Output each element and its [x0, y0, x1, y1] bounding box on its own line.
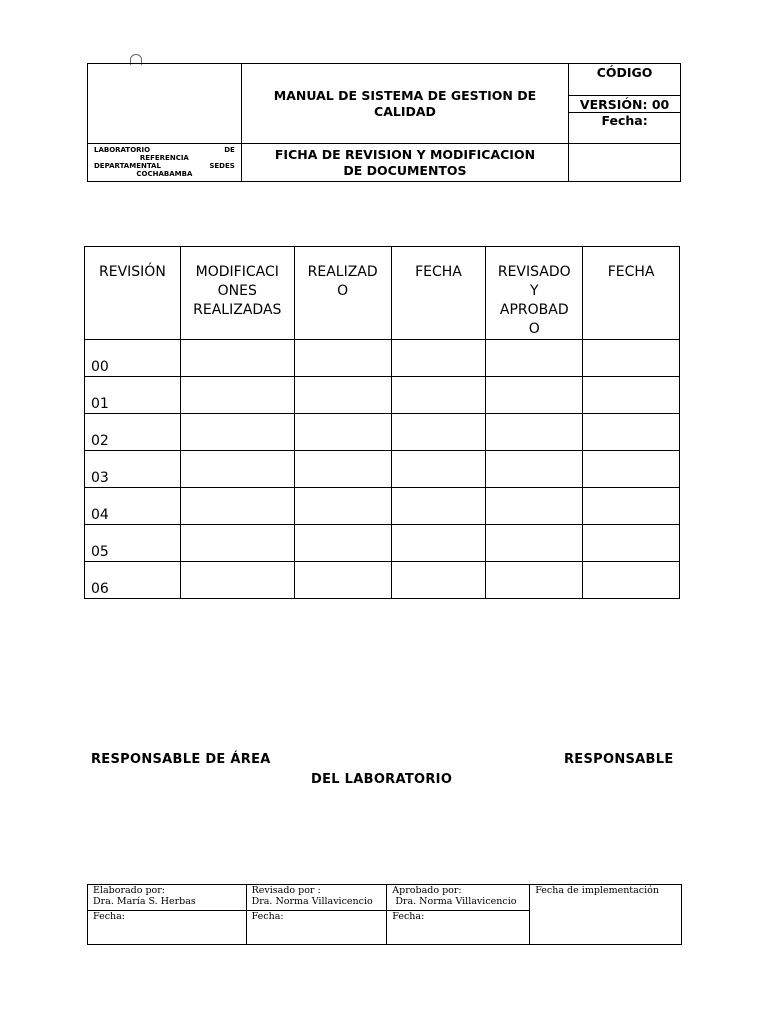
table-row — [85, 414, 680, 451]
implementacion-cell — [530, 885, 682, 945]
revision-cell[interactable] — [583, 488, 680, 525]
revision-cell[interactable] — [486, 525, 583, 562]
revisado-label: Revisado por : — [251, 885, 321, 896]
revision-cell[interactable] — [180, 377, 294, 414]
revision-header-5 — [583, 247, 680, 340]
revision-cell[interactable] — [180, 414, 294, 451]
revision-cell[interactable] — [180, 562, 294, 599]
manual-title-cell — [241, 64, 568, 144]
fecha-aprobado: Fecha: — [387, 911, 530, 945]
version-label: VERSIÓN: 00 — [569, 96, 681, 113]
aprobado-label: Aprobado por: — [392, 885, 462, 896]
revision-header-line: Y — [529, 283, 539, 299]
table-row — [85, 340, 680, 377]
revision-cell[interactable] — [583, 562, 680, 599]
manual-title: MANUAL DE SISTEMA DE GESTION DE CALIDAD — [273, 87, 537, 119]
implementacion-label: Fecha de implementación — [535, 885, 659, 896]
table-row — [85, 488, 680, 525]
revision-cell[interactable] — [180, 488, 294, 525]
revision-number: 04 — [85, 488, 181, 525]
revision-cell[interactable] — [294, 488, 391, 525]
lab-line-4: COCHABAMBA — [136, 170, 193, 178]
revisado-cell — [246, 885, 387, 911]
signature-del-laboratorio: DEL LABORATORIO — [311, 772, 453, 787]
revision-cell[interactable] — [391, 562, 486, 599]
revision-cell[interactable] — [391, 451, 486, 488]
codigo-label: CÓDIGO — [569, 64, 681, 96]
revision-number: 06 — [85, 562, 181, 599]
form-subtitle: FICHA DE REVISION Y MODIFICACION DE DOCUMENTOS — [274, 146, 536, 178]
subtitle-cell — [241, 144, 568, 182]
lab-line-1-left: LABORATORIO — [94, 146, 151, 154]
elaborado-label: Elaborado por: — [93, 885, 166, 896]
revision-number: 02 — [85, 414, 181, 451]
lab-name — [88, 144, 241, 178]
revision-cell[interactable] — [294, 451, 391, 488]
revision-cell[interactable] — [391, 525, 486, 562]
elaborado-cell — [88, 885, 247, 911]
revision-cell[interactable] — [583, 377, 680, 414]
approval-footer — [87, 884, 682, 945]
revision-cell[interactable] — [294, 562, 391, 599]
revision-header-line: O — [528, 321, 540, 337]
revision-cell[interactable] — [391, 488, 486, 525]
revision-cell[interactable] — [391, 340, 486, 377]
elaborado-name: Dra. María S. Herbas — [93, 896, 196, 907]
revision-cell[interactable] — [486, 562, 583, 599]
fecha-elaborado: Fecha: — [88, 911, 247, 945]
revision-header-4 — [486, 247, 583, 340]
revision-header-1 — [180, 247, 294, 340]
logo-cell — [88, 64, 242, 144]
revisado-name: Dra. Norma Villavicencio — [251, 896, 373, 907]
lab-line-3-right: SEDES — [209, 162, 235, 170]
revision-header-line: REALIZADAS — [193, 302, 282, 318]
revision-header-line: APROBAD — [499, 302, 569, 318]
aprobado-name: Dra. Norma Villavicencio — [392, 896, 517, 907]
lab-line-1-right: DE — [224, 146, 235, 154]
revision-cell[interactable] — [583, 451, 680, 488]
revision-cell[interactable] — [583, 525, 680, 562]
revision-cell[interactable] — [180, 451, 294, 488]
revision-cell[interactable] — [486, 340, 583, 377]
table-row — [85, 451, 680, 488]
revision-header-line: O — [337, 283, 349, 299]
aprobado-cell — [387, 885, 530, 911]
revision-cell[interactable] — [294, 414, 391, 451]
revision-header-2 — [294, 247, 391, 340]
revision-cell[interactable] — [486, 377, 583, 414]
revision-number: 01 — [85, 377, 181, 414]
revision-number: 00 — [85, 340, 181, 377]
lab-line-2: REFERENCIA — [139, 154, 189, 162]
table-row — [85, 525, 680, 562]
revision-header-line: ONES — [217, 283, 257, 299]
revision-cell[interactable] — [294, 525, 391, 562]
revision-cell[interactable] — [180, 525, 294, 562]
revision-cell[interactable] — [391, 414, 486, 451]
revision-header-line: FECHA — [607, 264, 655, 280]
revision-number: 03 — [85, 451, 181, 488]
revision-table — [84, 246, 680, 599]
revision-cell[interactable] — [583, 414, 680, 451]
revision-cell[interactable] — [486, 451, 583, 488]
lab-line-3-left: DEPARTAMENTAL — [94, 162, 161, 170]
revision-header-line: REALIZAD — [307, 264, 378, 280]
revision-cell[interactable] — [294, 340, 391, 377]
revision-header-line: FECHA — [415, 264, 462, 280]
revision-header-line: REVISADO — [497, 264, 571, 280]
document-header — [87, 63, 681, 182]
blank-code-cell — [569, 144, 681, 182]
revision-header-line: REVISIÓN — [99, 264, 166, 280]
revision-cell[interactable] — [583, 340, 680, 377]
revision-cell[interactable] — [486, 414, 583, 451]
revision-cell[interactable] — [486, 488, 583, 525]
table-row — [85, 377, 680, 414]
revision-number: 05 — [85, 525, 181, 562]
fecha-label: Fecha: — [569, 113, 681, 144]
fecha-revisado: Fecha: — [246, 911, 387, 945]
table-row — [85, 562, 680, 599]
revision-cell[interactable] — [294, 377, 391, 414]
revision-header-line: MODIFICACI — [195, 264, 279, 280]
signature-responsable: RESPONSABLE — [564, 752, 674, 767]
lab-name-cell — [88, 144, 242, 182]
signature-responsable-area: RESPONSABLE DE ÁREA — [91, 752, 271, 767]
revision-cell[interactable] — [391, 377, 486, 414]
revision-table-header — [85, 247, 680, 340]
revision-header-0 — [85, 247, 181, 340]
revision-header-3 — [391, 247, 486, 340]
revision-cell[interactable] — [180, 340, 294, 377]
